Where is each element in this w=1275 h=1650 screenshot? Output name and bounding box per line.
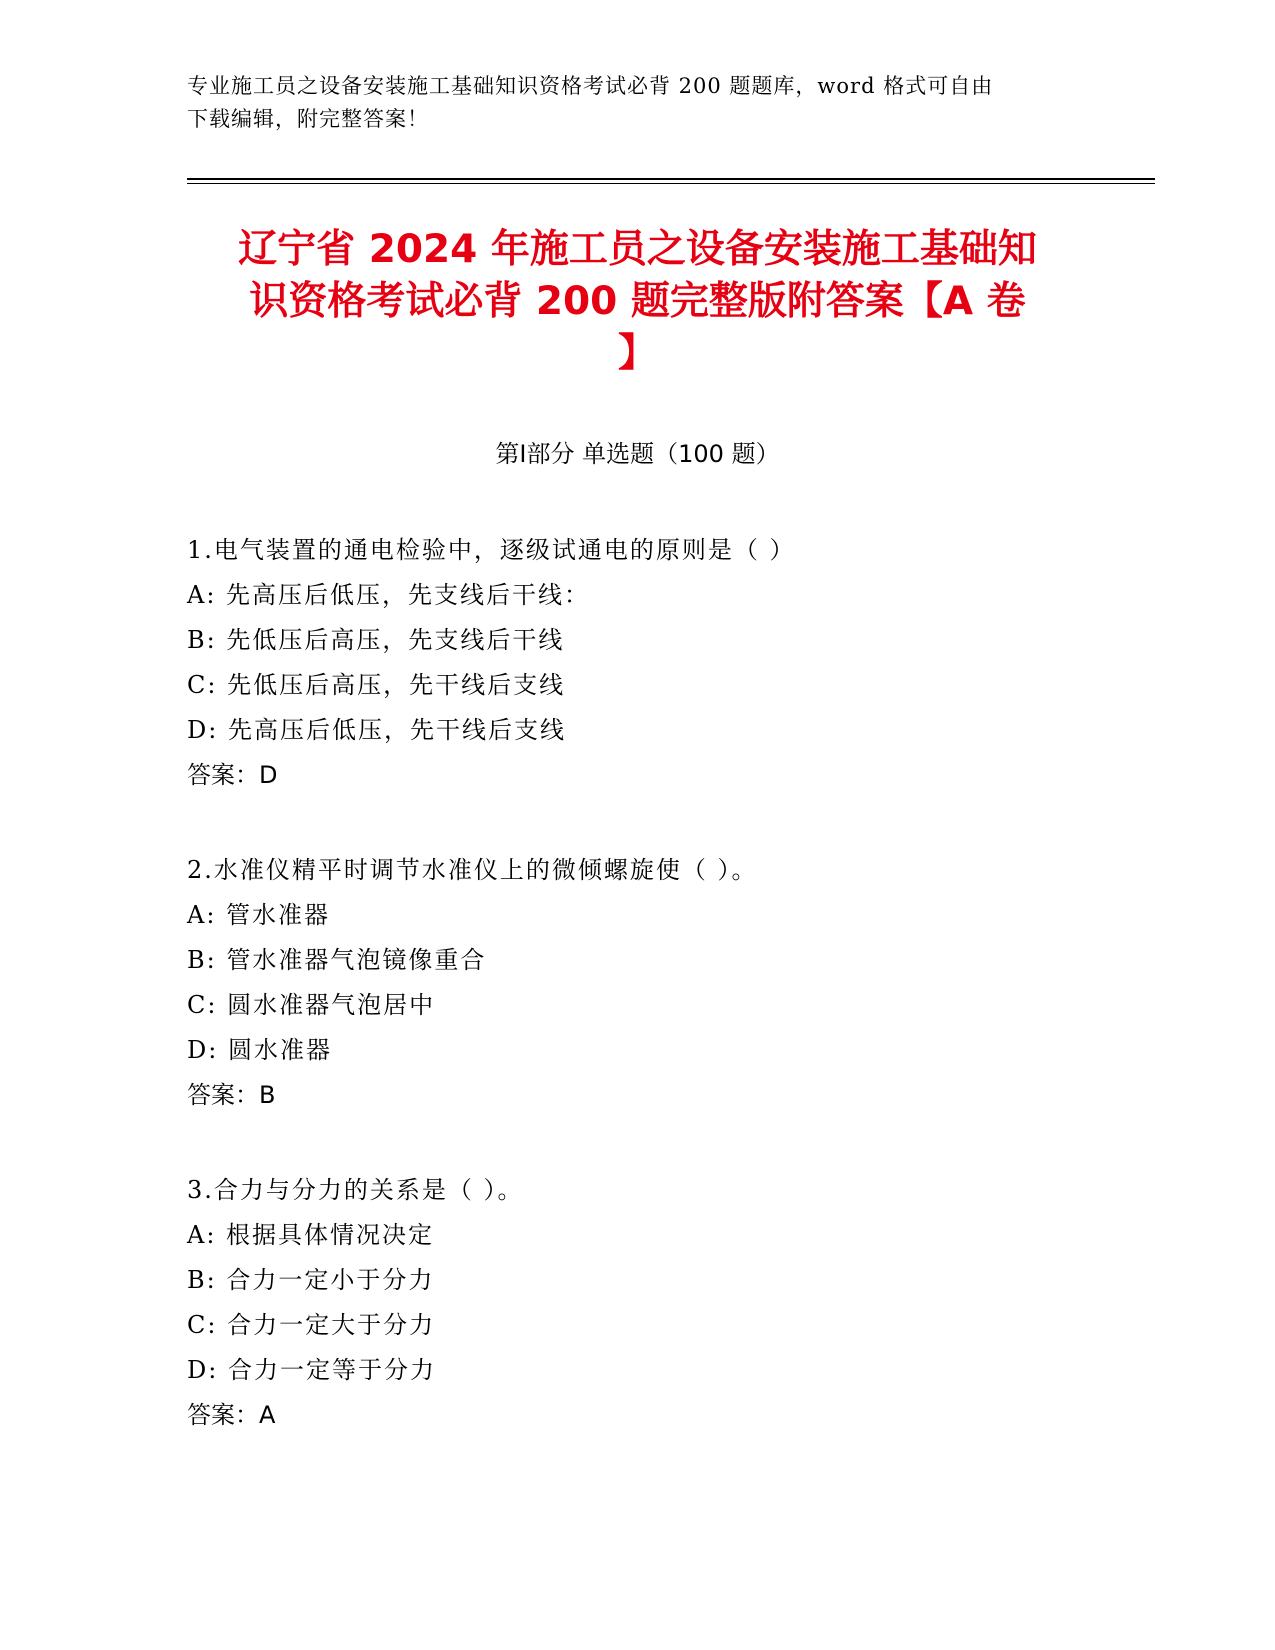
answer: 答案：B [187, 1081, 276, 1109]
answer: 答案：D [187, 761, 278, 789]
option-a: A: 先高压后低压，先支线后干线： [187, 581, 591, 609]
title-line-1: 辽宁省 2024 年施工员之设备安装施工基础知 [238, 227, 1037, 272]
header-divider [187, 178, 1155, 184]
option-d: D: 合力一定等于分力 [187, 1356, 436, 1384]
section-title: 第Ⅰ部分 单选题（100 题） [495, 440, 780, 468]
question-2 [187, 848, 1155, 1118]
option-b: B: 先低压后高压，先支线后干线 [187, 626, 565, 654]
title-line-3: 】 [617, 331, 657, 376]
option-a: A: 根据具体情况决定 [187, 1221, 435, 1249]
option-d: D: 圆水准器 [187, 1036, 332, 1064]
header-note-line-1: 专业施工员之设备安装施工基础知识资格考试必背 200 题题库，word 格式可自由 [187, 74, 994, 98]
question-3 [187, 1168, 1155, 1438]
option-b: B: 合力一定小于分力 [187, 1266, 435, 1294]
option-b: B: 管水准器气泡镜像重合 [187, 946, 487, 974]
option-d: D: 先高压后低压，先干线后支线 [187, 716, 566, 744]
document-title [180, 224, 1095, 380]
header-note-line-2: 下载编辑，附完整答案！ [187, 107, 429, 131]
header-note [187, 70, 1087, 136]
option-a: A: 管水准器 [187, 901, 331, 929]
question-stem: 3.合力与分力的关系是（ ）。 [187, 1176, 524, 1204]
option-c: C: 合力一定大于分力 [187, 1311, 436, 1339]
question-stem: 2.水准仪精平时调节水准仪上的微倾螺旋使（ ）。 [187, 856, 758, 884]
question-stem: 1.电气装置的通电检验中，逐级试通电的原则是（ ） [187, 536, 796, 564]
title-line-2: 识资格考试必背 200 题完整版附答案【A 卷 [249, 279, 1026, 324]
question-list [187, 528, 1155, 1488]
question-1 [187, 528, 1155, 798]
option-c: C: 先低压后高压，先干线后支线 [187, 671, 566, 699]
answer: 答案：A [187, 1401, 276, 1429]
option-c: C: 圆水准器气泡居中 [187, 991, 436, 1019]
